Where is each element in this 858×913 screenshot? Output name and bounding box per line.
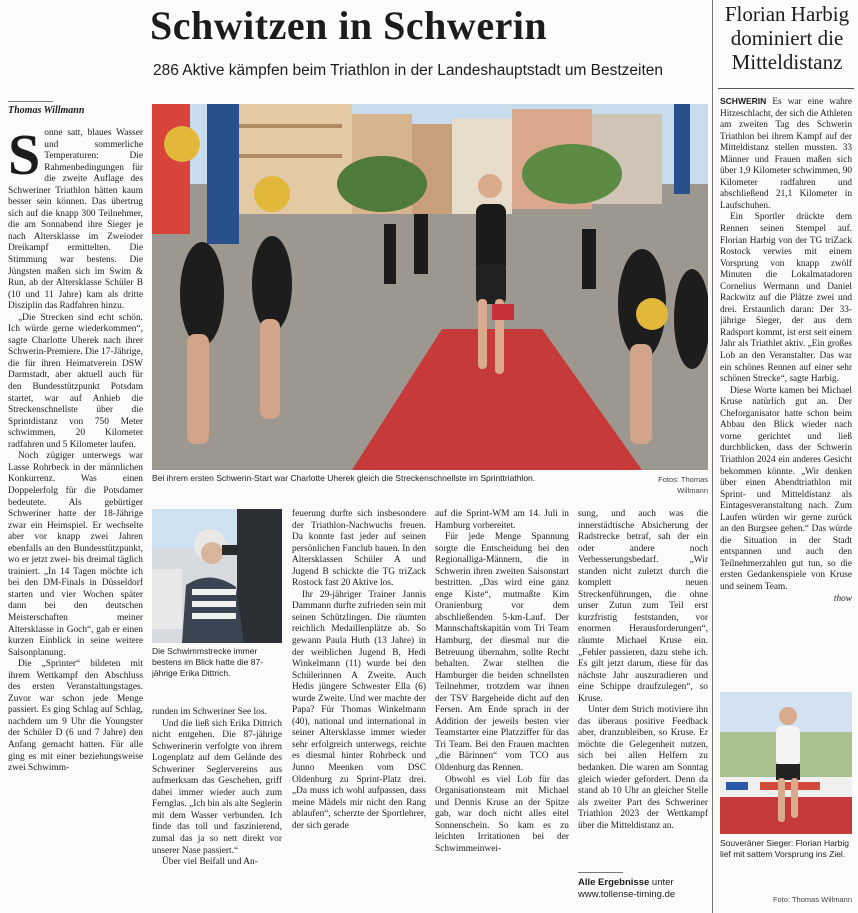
small-photo-caption: Die Schwimmstrecke immer bestens im Blick hatte die 87-jährige Erika Dittrich.	[152, 646, 264, 678]
results-link[interactable]: unter www.tollense-timing.de	[578, 877, 676, 900]
article-paragraph: Die „Sprinter“ bildeten mit ihrem Wettkampf den Abschluss des ersten Veranstaltungstages. Zuvor war schon jede Menge passiert. Es ging Schlag auf Schlag, nachdem um 9 Uhr die Youngster der Schüler D (6 und 7 Jahre) den Anfang gemacht hatten. Für alle ging es mit einer beziehungsweise zwei Schwimm-	[8, 659, 143, 774]
article-paragraph: Für jede Menge Spannung sorgte die Entscheidung bei den Regionalliga-Männern, die in Schwerin ihren zweiten Saisonstart bestritten. „Das wird eine ganz enge Kiste“, mutmaßte Kim Oranienburg vor dem abschließenden 5-km-Lauf. Der Mannschaftskapitän vom Tri Team Hamburg, der diesmal nur die Betreuung übernahm, sollte Recht behalten. Zwar stellten die Hamburger die beiden schnellsten Teilnehmer, trotzdem war ihnen der TSV Bargeheide dicht auf den Fersen. Am Ende sprach in der Addition der jeweils besten vier Teamstarter eine Platzziffer für das Tri Team. Bei den Frauen machten „die Bärinnen“ vom TCO aus Oldenburg das Rennen.	[435, 532, 569, 774]
article-paragraph: feuerung durfte sich insbesondere der Triathlon-Nachwuchs freuen. Da konnte fast jeder auf seinen persönlichen Fanclub bauen. In den Altersklassen Schüler A und Jugend B schickte die TG triZack Rostock fast 20 Aktive los.	[292, 509, 426, 589]
byline: Thomas Willmann	[8, 105, 85, 116]
dropcap: S	[8, 128, 41, 187]
main-photo-caption: Bei ihrem ersten Schwerin-Start war Charlotte Uherek gleich die Streckenschnellste im Sprinttriathlon.	[152, 473, 536, 483]
byline-rule	[8, 101, 53, 102]
results-rule	[578, 872, 623, 873]
side-article	[720, 96, 852, 686]
article-paragraph: runden im Schweriner See los.	[152, 707, 267, 717]
article-paragraph: Obwohl es viel Lob für das Organisationsteam mit Michael und Dennis Kruse an der Spitze gab, war doch nicht alles eitel Sonnenschein. So kam es zu leichten Irritationen bei der Schwimmeinwei-	[435, 774, 569, 854]
article-column-5	[578, 509, 708, 849]
side-headline-rule	[718, 88, 854, 89]
article-paragraph: „Die Strecken sind echt schön. Ich würde gerne wiederkommen“, sagte Charlotte Uherek nach ihrer Schwerin-Premiere. Die 17-Jährige, die für ihren Heimatverein DSW Darmstadt, aber aktuell auch für den Bundesstützpunkt Potsdam startet, war auf Anhieb die Streckenschnellste über die Sprintdistanz von 750 Meter schwimmen, 20 Kilometer radfahren und 5 Kilometer laufen.	[8, 312, 143, 450]
article-paragraph: auf die Sprint-WM am 14. Juli in Hamburg vorbereitet.	[435, 509, 569, 531]
spectator-binoculars-photo	[152, 509, 282, 643]
side-headline: Florian Harbig dominiert die Mitteldistanz	[724, 2, 850, 74]
article-paragraph: Es war eine wahre Hitzeschlacht, der sich die Athleten am zweiten Tag des Schwerin Triathlon bei ihrem Kampf auf der Mitteldistanz stellen mussten. 33 Männer und Frauen maßen sich über 1,9 Kilometer schwimmen, 90 Kilometer radfahren und abschließend 21,1 Kilometer in Laufschuhen.	[720, 97, 852, 211]
column-divider	[712, 0, 713, 913]
runner-finish-photo	[152, 104, 708, 470]
article-column-3	[292, 509, 426, 907]
article-paragraph: Ein Sportler drückte dem Rennen seinen Stempel auf. Florian Harbig von der TG triZack Rostock verwies mit einem Vorsprung von knapp zwölf Minuten die Lokalmatadoren Cornelius Wermann und Daniel Rackwitz auf die Plätze zwei und drei. Erstaunlich daran: Der 33-jährige Sieger, der aus dem Radsport kommt, ist erst seit einem Jahr als Triathlet aktiv. „Ein großes Lob an den Veranstalter. Das war ein schönes Rennen auf einer sehr schönen Strecke“, sagte Harbig.	[720, 212, 852, 385]
article-paragraph: onne satt, blaues Wasser und sommerliche Temperaturen: Die Rahmenbedingungen für die zweite Auflage des Schweriner Triathlon hätten kaum besser sein können. Das übertrug sich auf die knapp 300 Teilnehmer, die am Sonnabend ihre Sieger je nach Altersklasse im Zweioder Dreikampf ermittelten. Die Stimmung war bestens. Die Jüngsten maßen sich im Swim & Run, ab der Altersklasse Schüler B (10 und 11 Jahre) kam als dritte Disziplin das Radfahren hinzu.	[8, 128, 143, 312]
article-column-1	[8, 128, 143, 906]
side-photo	[720, 692, 852, 834]
results-note	[578, 877, 710, 901]
side-photo-caption: Souveräner Sieger: Florian Harbig lief mit sattem Vorsprung ins Ziel.	[720, 838, 849, 859]
dateline: SCHWERIN	[720, 96, 767, 106]
side-photo-credit: Foto: Thomas Willmann	[772, 895, 852, 904]
article-paragraph: sung, und auch was die innerstädtische Absicherung der Radstrecke betraf, sah der ein oder andere noch Verbesserungsbedarf. „Wir standen nicht zuletzt durch die komplett neuen Streckenführungen, die ohne unser Zutun zum Teil erst kurzfristig feststanden, vor enormen Herausforderungen“, räumte Michael Kruse ein. „Fehler passieren, dazu stehe ich. Es gilt jetzt darum, diese für das nächste Jahr auszuradieren und eine Schippe draufzulegen“, so Kruse.	[578, 509, 708, 704]
article-paragraph: Noch zügiger unterwegs war Lasse Rohrbeck in der männlichen Konkurrenz. Was einen Doppelerfolg für die Potsdamer bedeutete. Als gebürtiger Schweriner hatte der 18-Jährige zwar ein Heimspiel. Er wechselte aber vor knapp zwei Jahren ebenfalls an den Bundesstützpunkt, wo er jetzt zwei- bis dreimal täglich trainiert. „In 14 Tagen möchte ich bei den DM-Finals in Düsseldorf starten und vier Wochen später dann bei den deutschen Meisterschaften meiner Altersklasse in Goch“, gab er einen kurzen Einblick in seine weitere Saisonplanung.	[8, 451, 143, 658]
article-column-4	[435, 509, 569, 907]
article-paragraph: Ihr 29-jähriger Trainer Jannis Dammann durfte zufrieden sein mit seinen Schützlingen. Die räumten reichlich Medaillenplätze ab. So gewann Paula Huth (13 Jahre) in der weiblichen Jugend B, Hedi Winkelmann (11) wurde bei den Schülerinnen A Zweite. Auch Hedis jüngere Schwester Ella (6) wurde Zweite. Und wer machte der Papa? Für Thomas Winkelmann (40), national und international in seiner Altersklasse immer wieder sehr erfolgreich unterwegs, reichte es diesmal hinter Rohrbeck und Junno Meenken vom DSC Oldenburg zu Sprint-Platz drei. „Da muss ich wohl aufpassen, dass meine Mädels mir nicht den Rang ablaufen“, scherzte der Sportlehrer, der sich gerade	[292, 589, 426, 831]
winner-finish-photo	[720, 692, 852, 834]
main-photo-credit: Fotos: Thomas Willmann	[658, 475, 708, 495]
article-paragraph: Unter dem Strich motiviere ihn das überaus positive Feedback aber, dranzubleiben, so Kruse. Er möchte die Gelegenheit nutzen, sich bei allen Helfern zu bedanken. Die waren am Sonntag gleich wieder gefordert. Denn da stand ab 10 Uhr an gleicher Stelle als zweiter Part des Schweriner Triathlon 2023 der Wettkampf über die Mitteldistanz an.	[578, 705, 708, 831]
small-photo	[152, 509, 282, 643]
subheadline: 286 Aktive kämpfen beim Triathlon in der Landeshauptstadt um Bestzeiten	[152, 62, 664, 79]
main-photo	[152, 104, 708, 470]
author-signature: thow	[833, 593, 852, 604]
headline: Schwitzen in Schwerin	[150, 3, 548, 48]
article-column-2	[152, 707, 282, 907]
article-paragraph: Und die ließ sich Erika Dittrich nicht entgehen. Die 87-jährige Schwerinerin verfolgte von ihrem Logenplatz auf dem Gelände des Schweriner Seglervereins aus aufmerksam das Geschehen, griff dabei immer wieder auch zum Fernglas. „Ich bin als alte Seglerin mit dem Wasser verbunden. Ich finde das toll und faszinierend, zumal das ja so nett direkt vor unserer Nase passiert.“	[152, 718, 282, 856]
article-paragraph: Diese Worte kamen bei Michael Kruse natürlich gut an. Der Cheforganisator hatte schon beim Abbau den Blick wieder nach vorne gerichtet und ließ durchblicken, dass der Schwerin Triathlon 2024 ein anderes Gesicht bekommen könnte. „Wir denken über einen Abendtriathlon mit Sprint- und Mitteldistanz als Eintagesveranstaltung nach. Zum Laufen würden wir gerne zurück an den Burgsee gehen.“ Das würde die Situation in der Stadt entspannen und auch den Teilnehmerzahlen gut tun, so die ersten Gedankenspiele von Kruse und seinem Team.	[720, 385, 852, 592]
article-paragraph: Über viel Beifall und An-	[162, 857, 258, 868]
results-label: Alle Ergebnisse	[578, 877, 650, 888]
